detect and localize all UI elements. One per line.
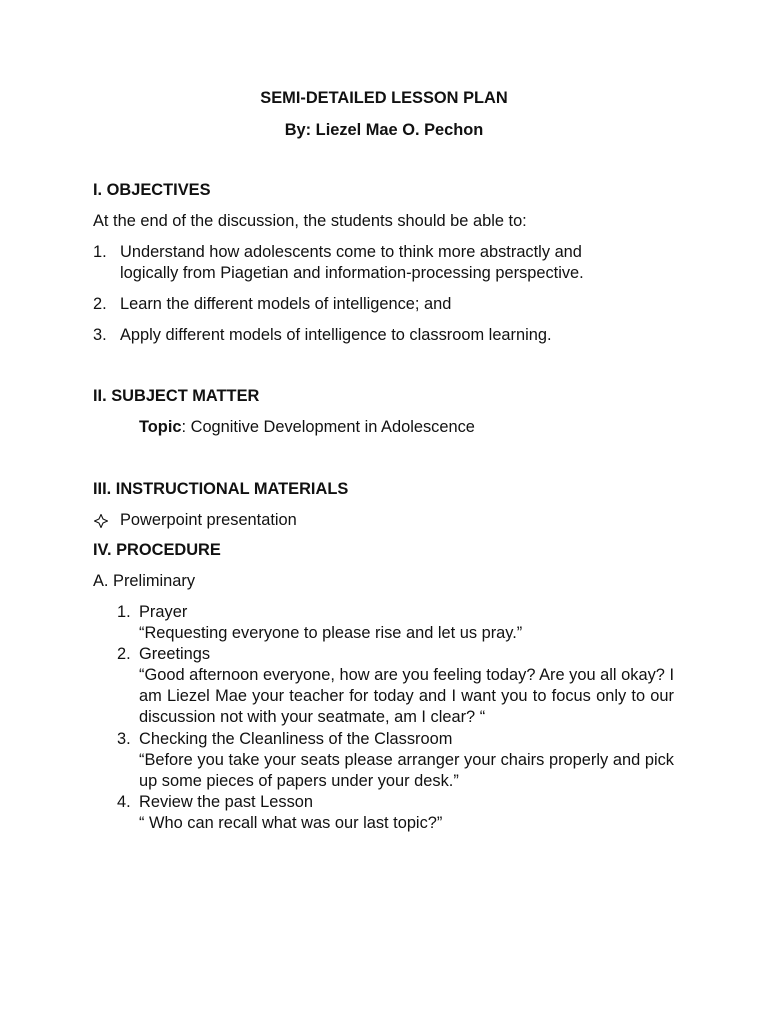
step-text: “Requesting everyone to please rise and let us pray.” (139, 624, 523, 642)
step-title: Review the past Lesson (139, 793, 314, 811)
document-title: SEMI-DETAILED LESSON PLAN (260, 89, 508, 107)
document-byline: By: Liezel Mae O. Pechon (284, 121, 484, 139)
step-number: 3. (117, 730, 131, 748)
procedure-heading: IV. PROCEDURE (93, 541, 221, 559)
step-number: 4. (117, 793, 131, 811)
step-number: 1. (117, 603, 131, 621)
objectives-heading: I. OBJECTIVES (93, 181, 211, 199)
step-title: Prayer (139, 603, 188, 621)
objectives-intro: At the end of the discussion, the students should be able to: (93, 212, 527, 230)
step-number: 2. (117, 645, 131, 663)
list-item-text-continued: logically from Piagetian and information-processing perspective. (120, 264, 584, 282)
list-item-text: Powerpoint presentation (120, 511, 297, 529)
diamond-bullet-icon (94, 513, 108, 534)
step-text: “Before you take your seats please arranger your chairs properly and pick up some pieces of papers under your desk.” (139, 751, 674, 790)
step-text: “ Who can recall what was our last topic?” (139, 814, 443, 832)
list-item-text: Understand how adolescents come to think more abstractly and (120, 243, 582, 261)
step-title: Checking the Cleanliness of the Classroom (139, 730, 453, 748)
step-text: “Good afternoon everyone, how are you feeling today? Are you all okay? I am Liezel Mae your teacher for today and I want you to focus only to our discussion not with your seatmate, am I clear? “ (139, 666, 674, 726)
topic-line (139, 417, 475, 438)
list-item-number: 1. (93, 243, 107, 261)
list-item-text: Learn the different models of intelligence; and (120, 295, 452, 313)
list-item-number: 2. (93, 295, 107, 313)
list-item-text: Apply different models of intelligence to classroom learning. (120, 326, 552, 344)
topic-value: : Cognitive Development in Adolescence (181, 418, 475, 436)
topic-label: Topic (139, 418, 182, 436)
list-item-number: 3. (93, 326, 107, 344)
subject-matter-heading: II. SUBJECT MATTER (93, 387, 260, 405)
procedure-subheading: A. Preliminary (93, 572, 196, 590)
step-title: Greetings (139, 645, 211, 663)
materials-heading: III. INSTRUCTIONAL MATERIALS (93, 480, 349, 498)
